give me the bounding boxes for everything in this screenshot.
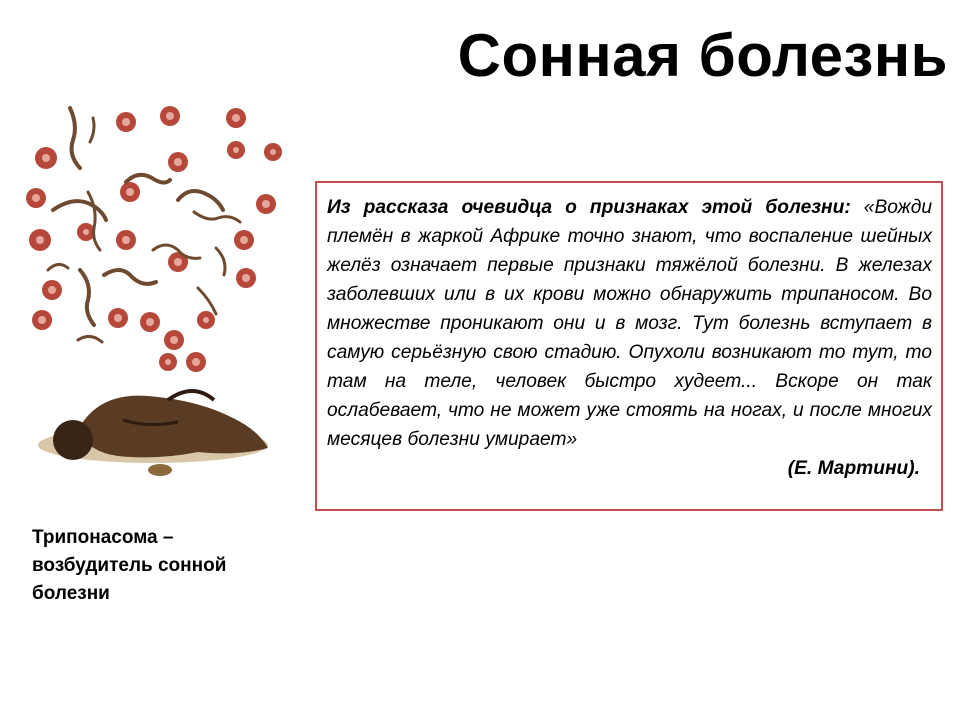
illustration-caption: Трипонасома – возбудитель сонной болезни — [32, 527, 227, 604]
trypanosome-illustration — [18, 100, 293, 500]
quote-author: (Е. Мартини). — [787, 458, 920, 479]
quote-box — [315, 181, 943, 511]
quote-lead: Из рассказа очевидца о признаках этой болезни: — [327, 197, 864, 218]
slide-title: Сонная болезнь — [457, 22, 948, 89]
trypanosome-parasites — [48, 108, 240, 342]
sleeping-person — [38, 391, 268, 476]
red-blood-cells — [26, 106, 282, 372]
quote-text: «Вожди племён в жаркой Африке точно знают, что воспаление шейных желёз означает первые признаки тяжёлой болезни. В железах заболевших или в их крови можно обнаружить трипаносом. Во множестве проникают они и в мозг. Тут болезнь вступает в самую серьёзную свою стадию. Опухоли возникают то тут, то там на теле, человек быстро худеет... Вскоре он так ослабевает, что не может уже стоять на ногах, и после многих месяцев болезни умирает» — [327, 197, 932, 450]
